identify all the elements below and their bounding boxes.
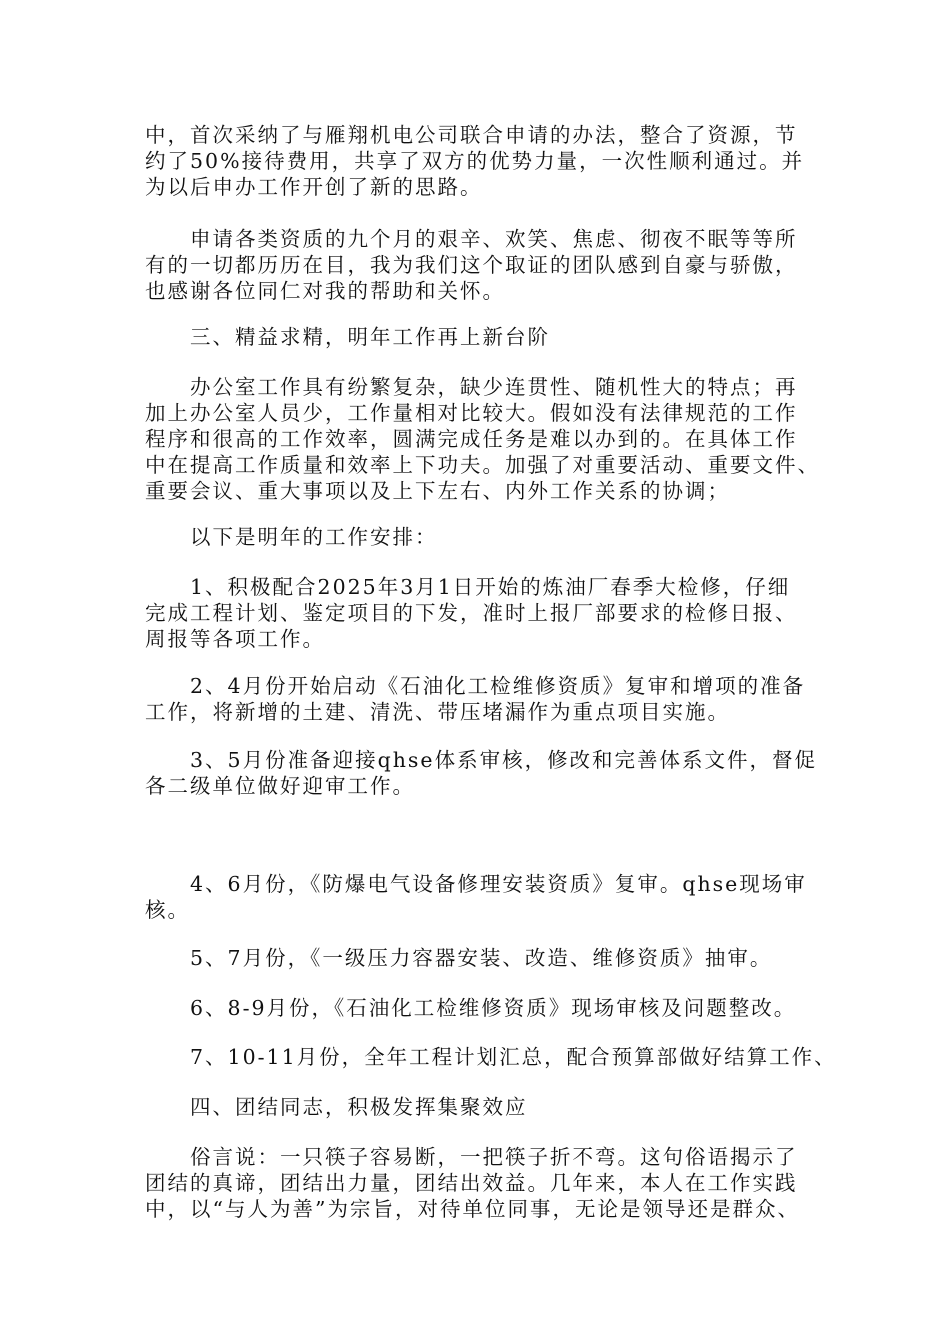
text-line: 周报等各项工作。 [145, 627, 325, 651]
text-line: 加上办公室人员少，工作量相对比较大。假如没有法律规范的工作 [145, 401, 798, 425]
plan-item-7 [145, 1044, 837, 1070]
plan-item-1 [145, 574, 815, 652]
text-line: 核。 [145, 898, 190, 922]
text-line: 俗言说：一只筷子容易断，一把筷子折不弯。这句俗语揭示了 [190, 1145, 798, 1169]
text-line: 工作，将新增的土建、清洗、带压堵漏作为重点项目实施。 [145, 700, 730, 724]
text-line: 7、10-11月份，全年工程计划汇总，配合预算部做好结算工作、 [190, 1045, 837, 1069]
plan-item-2 [145, 673, 815, 725]
text-line: 2、4月份开始启动《石油化工检维修资质》复审和增项的准备 [190, 674, 806, 698]
plan-item-6 [145, 995, 815, 1021]
paragraph-plan-intro [145, 524, 815, 550]
text-line: 团结的真谛，团结出力量，团结出效益。几年来，本人在工作实践 [145, 1171, 798, 1195]
text-line: 重要会议、重大事项以及上下左右、内外工作关系的协调； [145, 479, 730, 503]
section-heading: 四、团结同志，积极发挥集聚效应 [190, 1095, 528, 1119]
text-line: 程序和很高的工作效率，圆满完成任务是难以办到的。在具体工作 [145, 427, 798, 451]
text-line: 也感谢各位同仁对我的帮助和关怀。 [145, 279, 505, 303]
plan-item-5 [145, 945, 815, 971]
text-line: 办公室工作具有纷繁复杂，缺少连贯性、随机性大的特点；再 [190, 375, 798, 399]
paragraph-office-work [145, 374, 820, 504]
text-line: 5、7月份，《一级压力容器安装、改造、维修资质》抽审。 [190, 946, 773, 970]
text-line: 以下是明年的工作安排： [190, 525, 438, 549]
text-line: 3、5月份准备迎接qhse体系审核，修改和完善体系文件，督促 [190, 748, 818, 772]
paragraph-unity [145, 1144, 815, 1222]
section-heading: 三、精益求精，明年工作再上新台阶 [190, 325, 550, 349]
paragraph-qualification-thanks [145, 226, 815, 304]
text-line: 中在提高工作质量和效率上下功夫。加强了对重要活动、重要文件、 [145, 453, 820, 477]
text-line: 中，以“与人为善”为宗旨，对待单位同事，无论是领导还是群众、 [145, 1197, 800, 1221]
text-line: 完成工程计划、鉴定项目的下发，准时上报厂部要求的检修日报、 [145, 601, 798, 625]
text-line: 中，首次采纳了与雁翔机电公司联合申请的办法，整合了资源，节 [145, 123, 798, 147]
text-line: 各二级单位做好迎审工作。 [145, 774, 415, 798]
text-line: 有的一切都历历在目，我为我们这个取证的团队感到自豪与骄傲， [145, 253, 798, 277]
paragraph-resource-integration [145, 122, 815, 200]
section-heading-four [145, 1094, 815, 1120]
plan-item-3 [145, 747, 818, 799]
text-line: 4、6月份，《防爆电气设备修理安装资质》复审。qhse现场审 [190, 872, 807, 896]
text-line: 约了50%接待费用，共享了双方的优势力量，一次性顺利通过。并 [145, 149, 805, 173]
section-heading-three [145, 324, 815, 350]
text-line: 1、积极配合2025年3月1日开始的炼油厂春季大检修，仔细 [190, 575, 791, 599]
text-line: 6、8-9月份，《石油化工检维修资质》现场审核及问题整改。 [190, 996, 797, 1020]
text-line: 申请各类资质的九个月的艰辛、欢笑、焦虑、彻夜不眠等等所 [190, 227, 798, 251]
plan-item-4 [145, 871, 815, 923]
text-line: 为以后申办工作开创了新的思路。 [145, 175, 483, 199]
